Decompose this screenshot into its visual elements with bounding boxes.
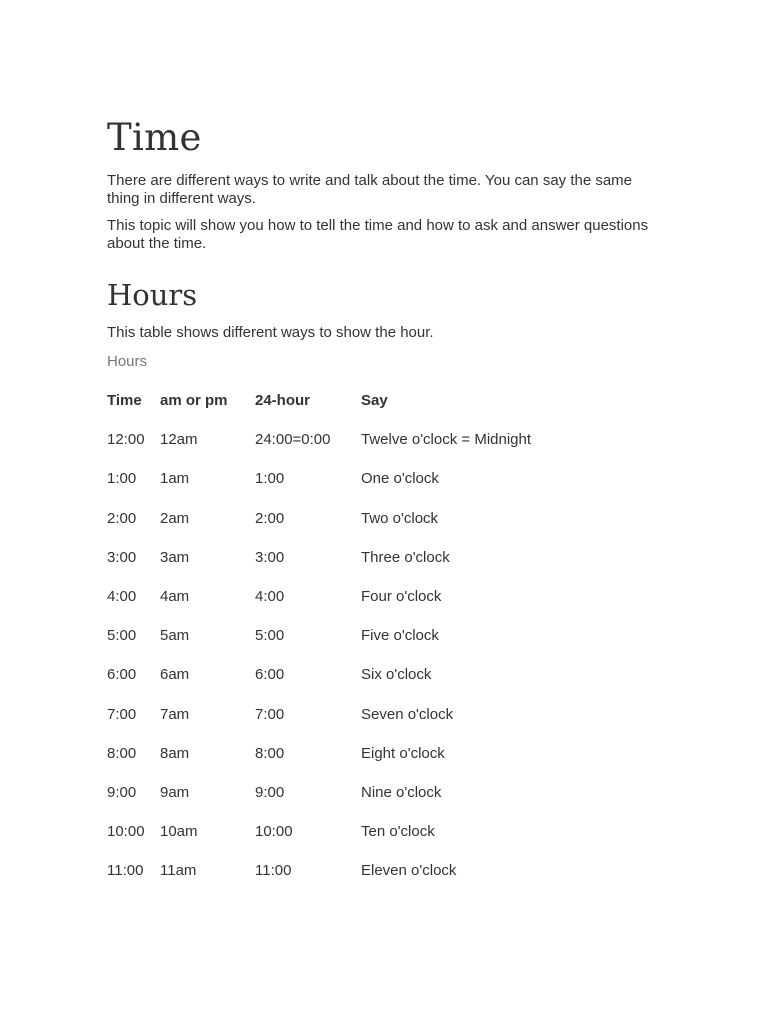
hours-table bbox=[107, 381, 661, 890]
cell-24-hour: 1:00 bbox=[255, 470, 285, 488]
cell-say: Ten o'clock bbox=[361, 823, 435, 841]
intro-paragraph-1: There are different ways to write and talk about the time. You can say the same thing in different ways. bbox=[107, 172, 633, 207]
cell-say: Seven o'clock bbox=[361, 705, 454, 723]
cell-am-or-pm: 2am bbox=[160, 509, 190, 527]
cell-time: 8:00 bbox=[107, 744, 137, 762]
cell-24-hour: 7:00 bbox=[255, 705, 285, 723]
cell-am-or-pm: 10am bbox=[160, 823, 198, 841]
cell-time: 9:00 bbox=[107, 783, 137, 801]
table-row bbox=[107, 812, 661, 851]
hours-description: This table shows different ways to show the hour. bbox=[107, 324, 434, 341]
cell-say: Nine o'clock bbox=[361, 783, 442, 801]
page-title: Time bbox=[107, 116, 202, 159]
cell-24-hour: 9:00 bbox=[255, 783, 285, 801]
cell-time: 10:00 bbox=[107, 823, 145, 841]
cell-am-or-pm: 9am bbox=[160, 783, 190, 801]
table-row bbox=[107, 695, 661, 734]
hours-heading: Hours bbox=[107, 278, 198, 312]
table-body bbox=[107, 420, 661, 890]
cell-say: Eleven o'clock bbox=[361, 862, 457, 880]
cell-time: 5:00 bbox=[107, 627, 137, 645]
cell-am-or-pm: 11am bbox=[160, 862, 197, 880]
cell-am-or-pm: 5am bbox=[160, 627, 190, 645]
cell-time: 7:00 bbox=[107, 705, 137, 723]
header-am-or-pm: am or pm bbox=[160, 392, 228, 410]
cell-am-or-pm: 1am bbox=[160, 470, 190, 488]
cell-say: Four o'clock bbox=[361, 588, 442, 606]
table-row bbox=[107, 538, 661, 577]
table-row bbox=[107, 851, 661, 890]
cell-am-or-pm: 6am bbox=[160, 666, 190, 684]
table-header-row bbox=[107, 381, 661, 420]
table-row bbox=[107, 773, 661, 812]
cell-time: 12:00 bbox=[107, 431, 145, 449]
cell-say: Eight o'clock bbox=[361, 744, 445, 762]
table-row bbox=[107, 655, 661, 694]
cell-am-or-pm: 3am bbox=[160, 548, 190, 566]
cell-24-hour: 4:00 bbox=[255, 588, 285, 606]
header-time: Time bbox=[107, 392, 142, 410]
cell-am-or-pm: 4am bbox=[160, 588, 190, 606]
cell-say: Three o'clock bbox=[361, 548, 450, 566]
cell-say: Five o'clock bbox=[361, 627, 439, 645]
table-row bbox=[107, 577, 661, 616]
cell-say: Twelve o'clock = Midnight bbox=[361, 431, 532, 449]
cell-24-hour: 2:00 bbox=[255, 509, 285, 527]
table-row bbox=[107, 616, 661, 655]
cell-time: 2:00 bbox=[107, 509, 137, 527]
intro-paragraph-2: This topic will show you how to tell the time and how to ask and answer questions about the time. bbox=[107, 217, 649, 252]
header-24-hour: 24-hour bbox=[255, 392, 311, 410]
table-row bbox=[107, 734, 661, 773]
cell-24-hour: 11:00 bbox=[255, 862, 292, 880]
cell-time: 6:00 bbox=[107, 666, 137, 684]
cell-say: One o'clock bbox=[361, 470, 439, 488]
cell-am-or-pm: 12am bbox=[160, 431, 198, 449]
cell-24-hour: 3:00 bbox=[255, 548, 285, 566]
cell-24-hour: 6:00 bbox=[255, 666, 285, 684]
cell-time: 3:00 bbox=[107, 548, 137, 566]
table-caption: Hours bbox=[107, 353, 148, 370]
header-say: Say bbox=[361, 392, 388, 410]
cell-am-or-pm: 7am bbox=[160, 705, 190, 723]
cell-24-hour: 10:00 bbox=[255, 823, 293, 841]
cell-time: 11:00 bbox=[107, 862, 144, 880]
cell-am-or-pm: 8am bbox=[160, 744, 190, 762]
cell-say: Six o'clock bbox=[361, 666, 432, 684]
cell-say: Two o'clock bbox=[361, 509, 439, 527]
table-row bbox=[107, 499, 661, 538]
table-row bbox=[107, 459, 661, 498]
cell-24-hour: 8:00 bbox=[255, 744, 285, 762]
cell-time: 1:00 bbox=[107, 470, 137, 488]
table-row bbox=[107, 420, 661, 459]
cell-24-hour: 24:00=0:00 bbox=[255, 431, 331, 449]
cell-time: 4:00 bbox=[107, 588, 137, 606]
cell-24-hour: 5:00 bbox=[255, 627, 285, 645]
